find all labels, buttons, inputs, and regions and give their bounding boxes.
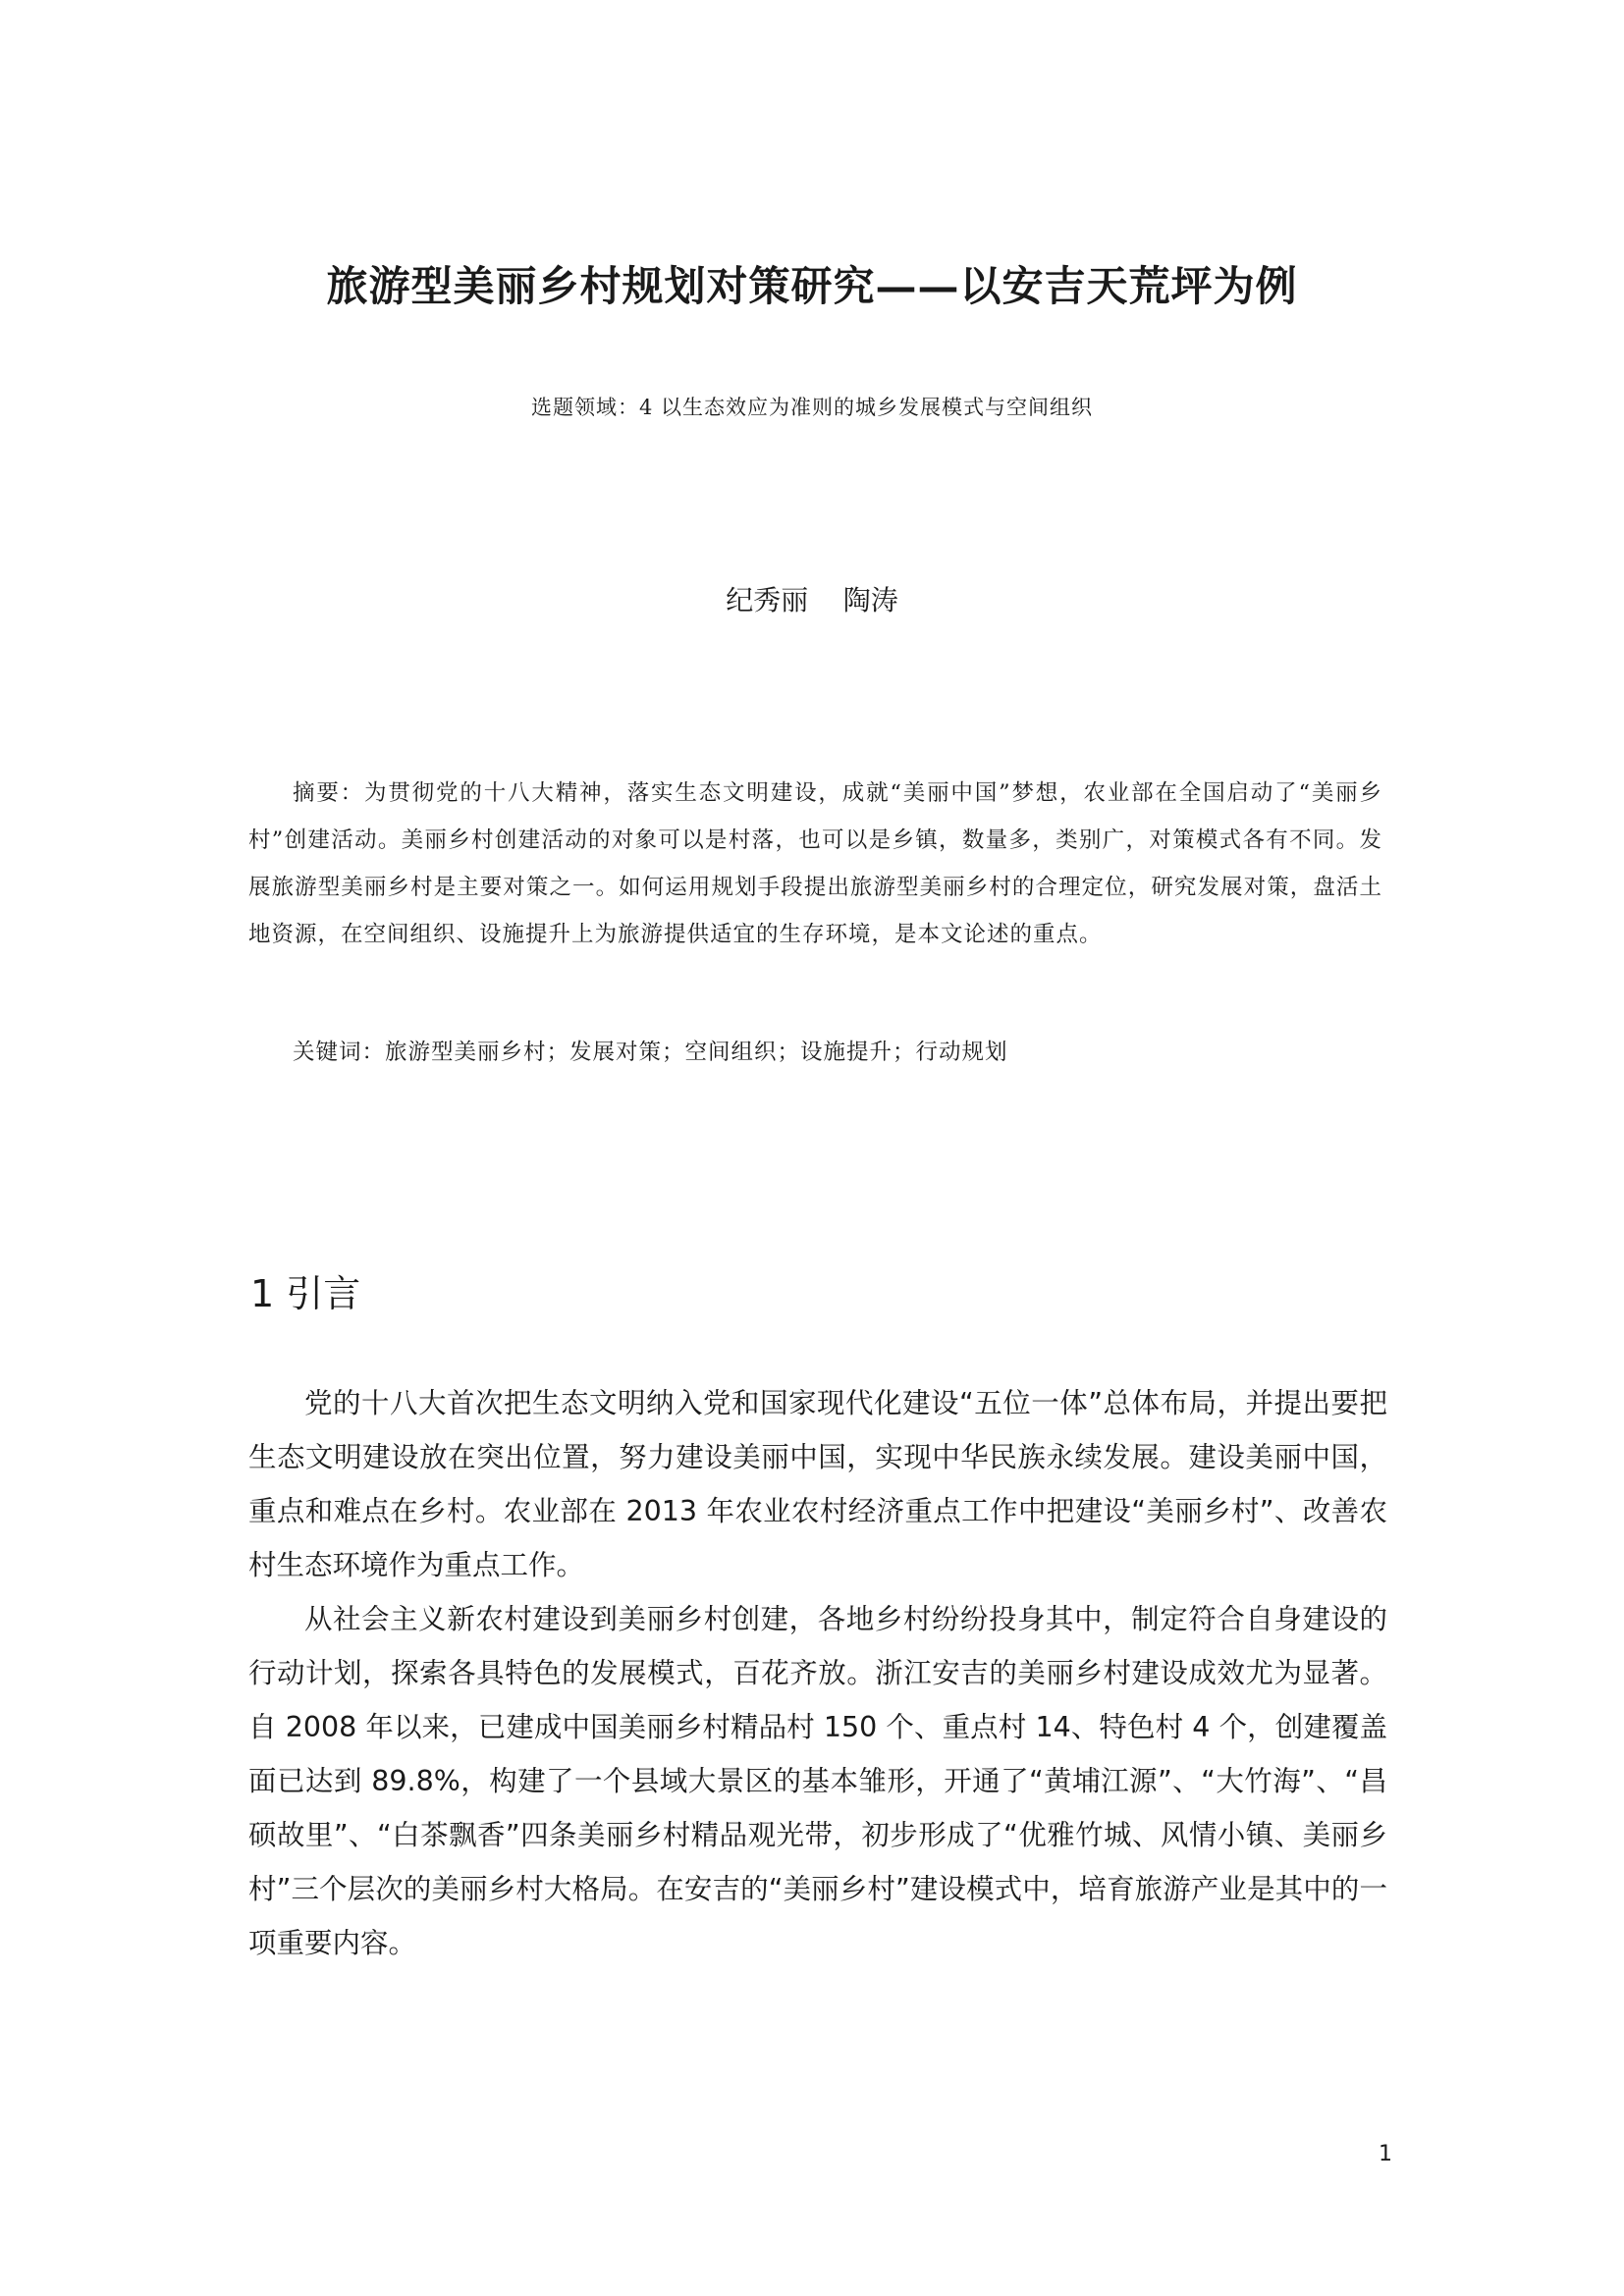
paper-title: 旅游型美丽乡村规划对策研究——以安吉天荒坪为例 <box>326 262 1298 310</box>
keywords: 关键词：旅游型美丽乡村；发展对策；空间组织；设施提升；行动规划 <box>293 1040 1008 1065</box>
body-paragraph: 党的十八大首次把生态文明纳入党和国家现代化建设“五位一体”总体布局，并提出要把生态文明建设放在突出位置，努力建设美丽中国，实现中华民族永续发展。建设美丽中国，重点和难点在乡村。农业部在 2013 年农业农村经济重点工作中把建设“美丽乡村”、改善农村生态环境作为重点工作。 <box>248 1387 1387 1581</box>
topic-field: 选题领域：4 以生态效应为准则的城乡发展模式与空间组织 <box>530 396 1094 419</box>
section-heading-introduction: 1 引言 <box>250 1272 361 1315</box>
abstract: 摘要：为贯彻党的十八大精神，落实生态文明建设，成就“美丽中国”梦想，农业部在全国启动了“美丽乡村”创建活动。美丽乡村创建活动的对象可以是村落，也可以是乡镇，数量多，类别广，对策模式各有不同。发展旅游型美丽乡村是主要对策之一。如何运用规划手段提出旅游型美丽乡村的合理定位，研究发展对策，盘活土地资源，在空间组织、设施提升上为旅游提供适宜的生存环境，是本文论述的重点。 <box>248 780 1382 947</box>
author-list: 纪秀丽 陶涛 <box>726 584 898 616</box>
body-paragraph: 从社会主义新农村建设到美丽乡村创建，各地乡村纷纷投身其中，制定符合自身建设的行动计划，探索各具特色的发展模式，百花齐放。浙江安吉的美丽乡村建设成效尤为显著。自 2008 年以来，已建成中国美丽乡村精品村 150 个、重点村 14、特色村 4 个，创建覆盖面已达到 89.8%，构建了一个县域大景区的基本雏形，开通了“黄埔江源”、“大竹海”、“昌硕故里”、“白茶飘香”四条美丽乡村精品观光带，初步形成了“优雅竹城、风情小镇、美丽乡村”三个层次的美丽乡村大格局。在安吉的“美丽乡村”建设模式中，培育旅游产业是其中的一项重要内容。 <box>248 1603 1387 1959</box>
page-number: 1 <box>1379 2142 1392 2166</box>
